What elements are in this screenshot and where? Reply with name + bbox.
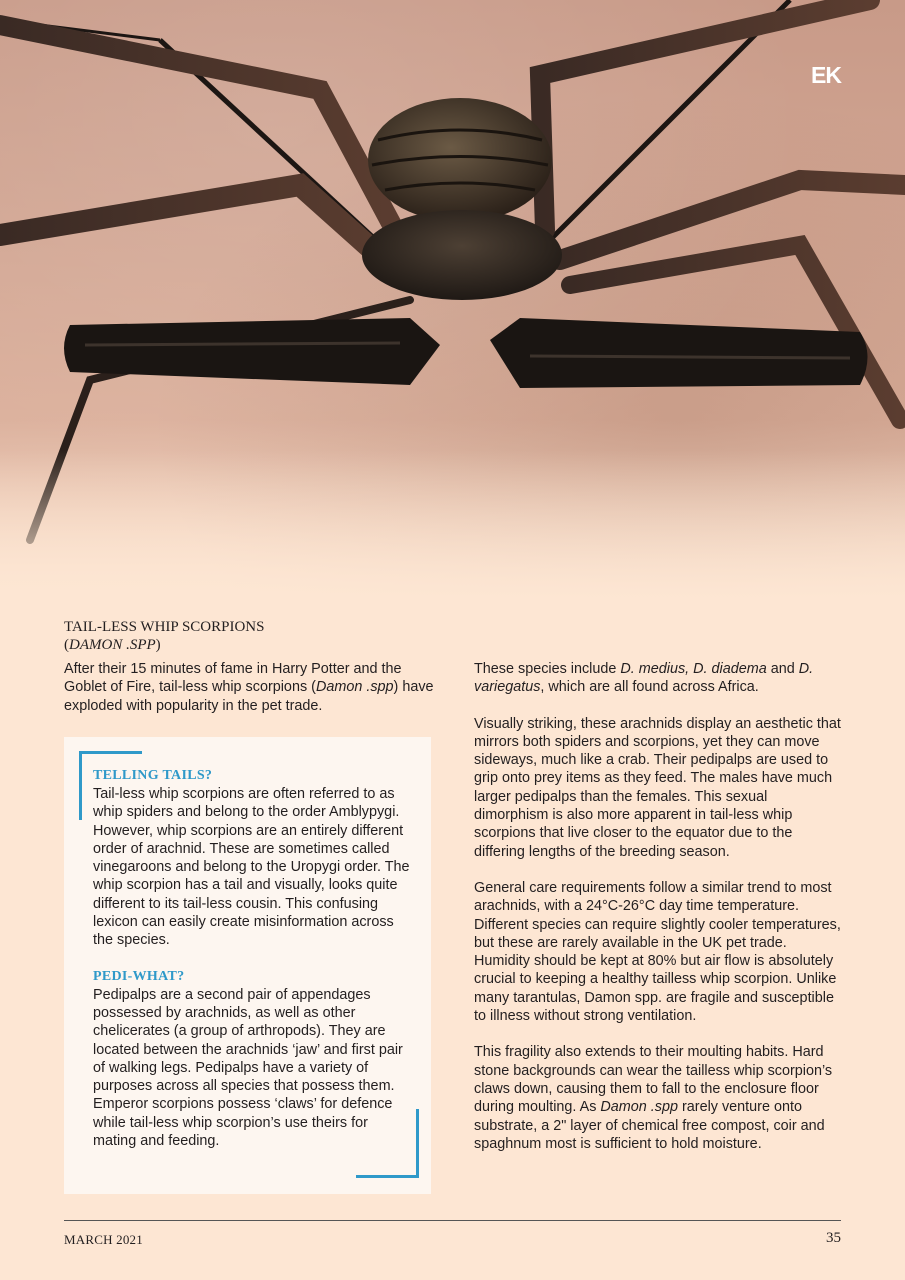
subtitle-paren-open: (: [64, 637, 69, 653]
brand-logo: EK: [811, 62, 841, 88]
intro-genus: Damon .spp: [315, 679, 394, 696]
hero-photo: [0, 0, 905, 600]
species-paragraph: [474, 660, 844, 697]
article-heading: [64, 618, 444, 654]
article-title: TAIL-LESS WHIP SCORPIONS: [64, 619, 265, 635]
intro-text-1: After their 15 minutes of fame in Harry Potter and the Goblet of Fire, tail-less whip scorpions (: [64, 661, 402, 696]
footer-issue: MARCH 2021: [64, 1232, 143, 1247]
intro-paragraph: [64, 660, 434, 715]
footer-rule: [64, 1220, 841, 1221]
species-and: and: [766, 661, 799, 677]
care-paragraph: General care requirements follow a similar trend to most arachnids, with a 24°C-26°C day time temperature. Different species can require slightly cooler temperatures, but these are rarely available in the UK pet trade. Humidity should be kept at 80% but air flow is absolutely crucial to keeping a healthy tailless whip scorpion. Unlike many tarantulas, Damon spp. are fragile and susceptible to illness without strong ventilation.: [474, 879, 841, 1025]
moulting-genus: Damon .spp: [600, 1099, 678, 1116]
subtitle-genus: DAMON .SPP: [69, 637, 156, 653]
species-names: D. medius, D. diadema: [620, 661, 767, 677]
moulting-paragraph: [474, 1043, 844, 1153]
article-subtitle: [64, 636, 444, 654]
species-text-1: These species include: [474, 661, 621, 677]
sidebar-title-pedi-what: PEDI-WHAT?: [93, 968, 185, 984]
sidebar-body-telling-tails: Tail-less whip scorpions are often referred to as whip spiders and belong to the order Amblypygi. However, whip scorpions are an entirely different order of arachnid. These are sometimes called vinegaroons and belong to the Uropygi order. The whip scorpion has a tail and visually, looks quite different to its tail-less cousin. This confusing lexicon can easily create misinformation across the species.: [93, 786, 410, 949]
subtitle-paren-close: ): [155, 637, 161, 653]
sidebar-body-pedi-what: Pedipalps are a second pair of appendages possessed by arachnids, as well as other chelicerates (a group of arthropods). They are located between the arachnids ‘jaw’ and first pair of walking legs. Pedipalps have a variety of purposes across all species that possess them. Emperor scorpions possess ‘claws’ for defence while tail-less whip scorpion’s use theirs for mating and feeding.: [93, 986, 403, 1150]
intro-text-2: ) have exploded with popularity in the pet trade.: [64, 679, 434, 714]
species-name-variegatus: D. variegatus: [474, 661, 814, 696]
sidebar-content: [93, 767, 413, 1168]
moulting-text-1: This fragility also extends to their moulting habits. Hard stone backgrounds can wear the tailless whip scorpion’s claws down, causing them to fall to the enclosure floor during moulting. As: [474, 1044, 833, 1116]
page-number: 35: [826, 1230, 841, 1246]
sidebar-title-telling-tails: TELLING TAILS?: [93, 768, 213, 783]
species-text-2: , which are all found across Africa.: [540, 679, 759, 696]
right-column: [474, 660, 844, 1171]
photo-fade: [0, 450, 905, 600]
sidebar-box: [64, 737, 431, 1194]
moulting-text-2: rarely venture onto substrate, a 2" layer of chemical free compost, coir and spaghnum most is sufficient to hold moisture.: [474, 1099, 825, 1152]
appearance-paragraph: Visually striking, these arachnids display an aesthetic that mirrors both spiders and scorpions, yet they can move sideways, much like a crab. Their pedipalps are used to grip onto prey items as they feed. The males have much larger pedipalps than the females. This sexual dimorphism is also more apparent in tail-less whip scorpions that live closer to the equator due to the differing lengths of the breeding season.: [474, 715, 841, 860]
